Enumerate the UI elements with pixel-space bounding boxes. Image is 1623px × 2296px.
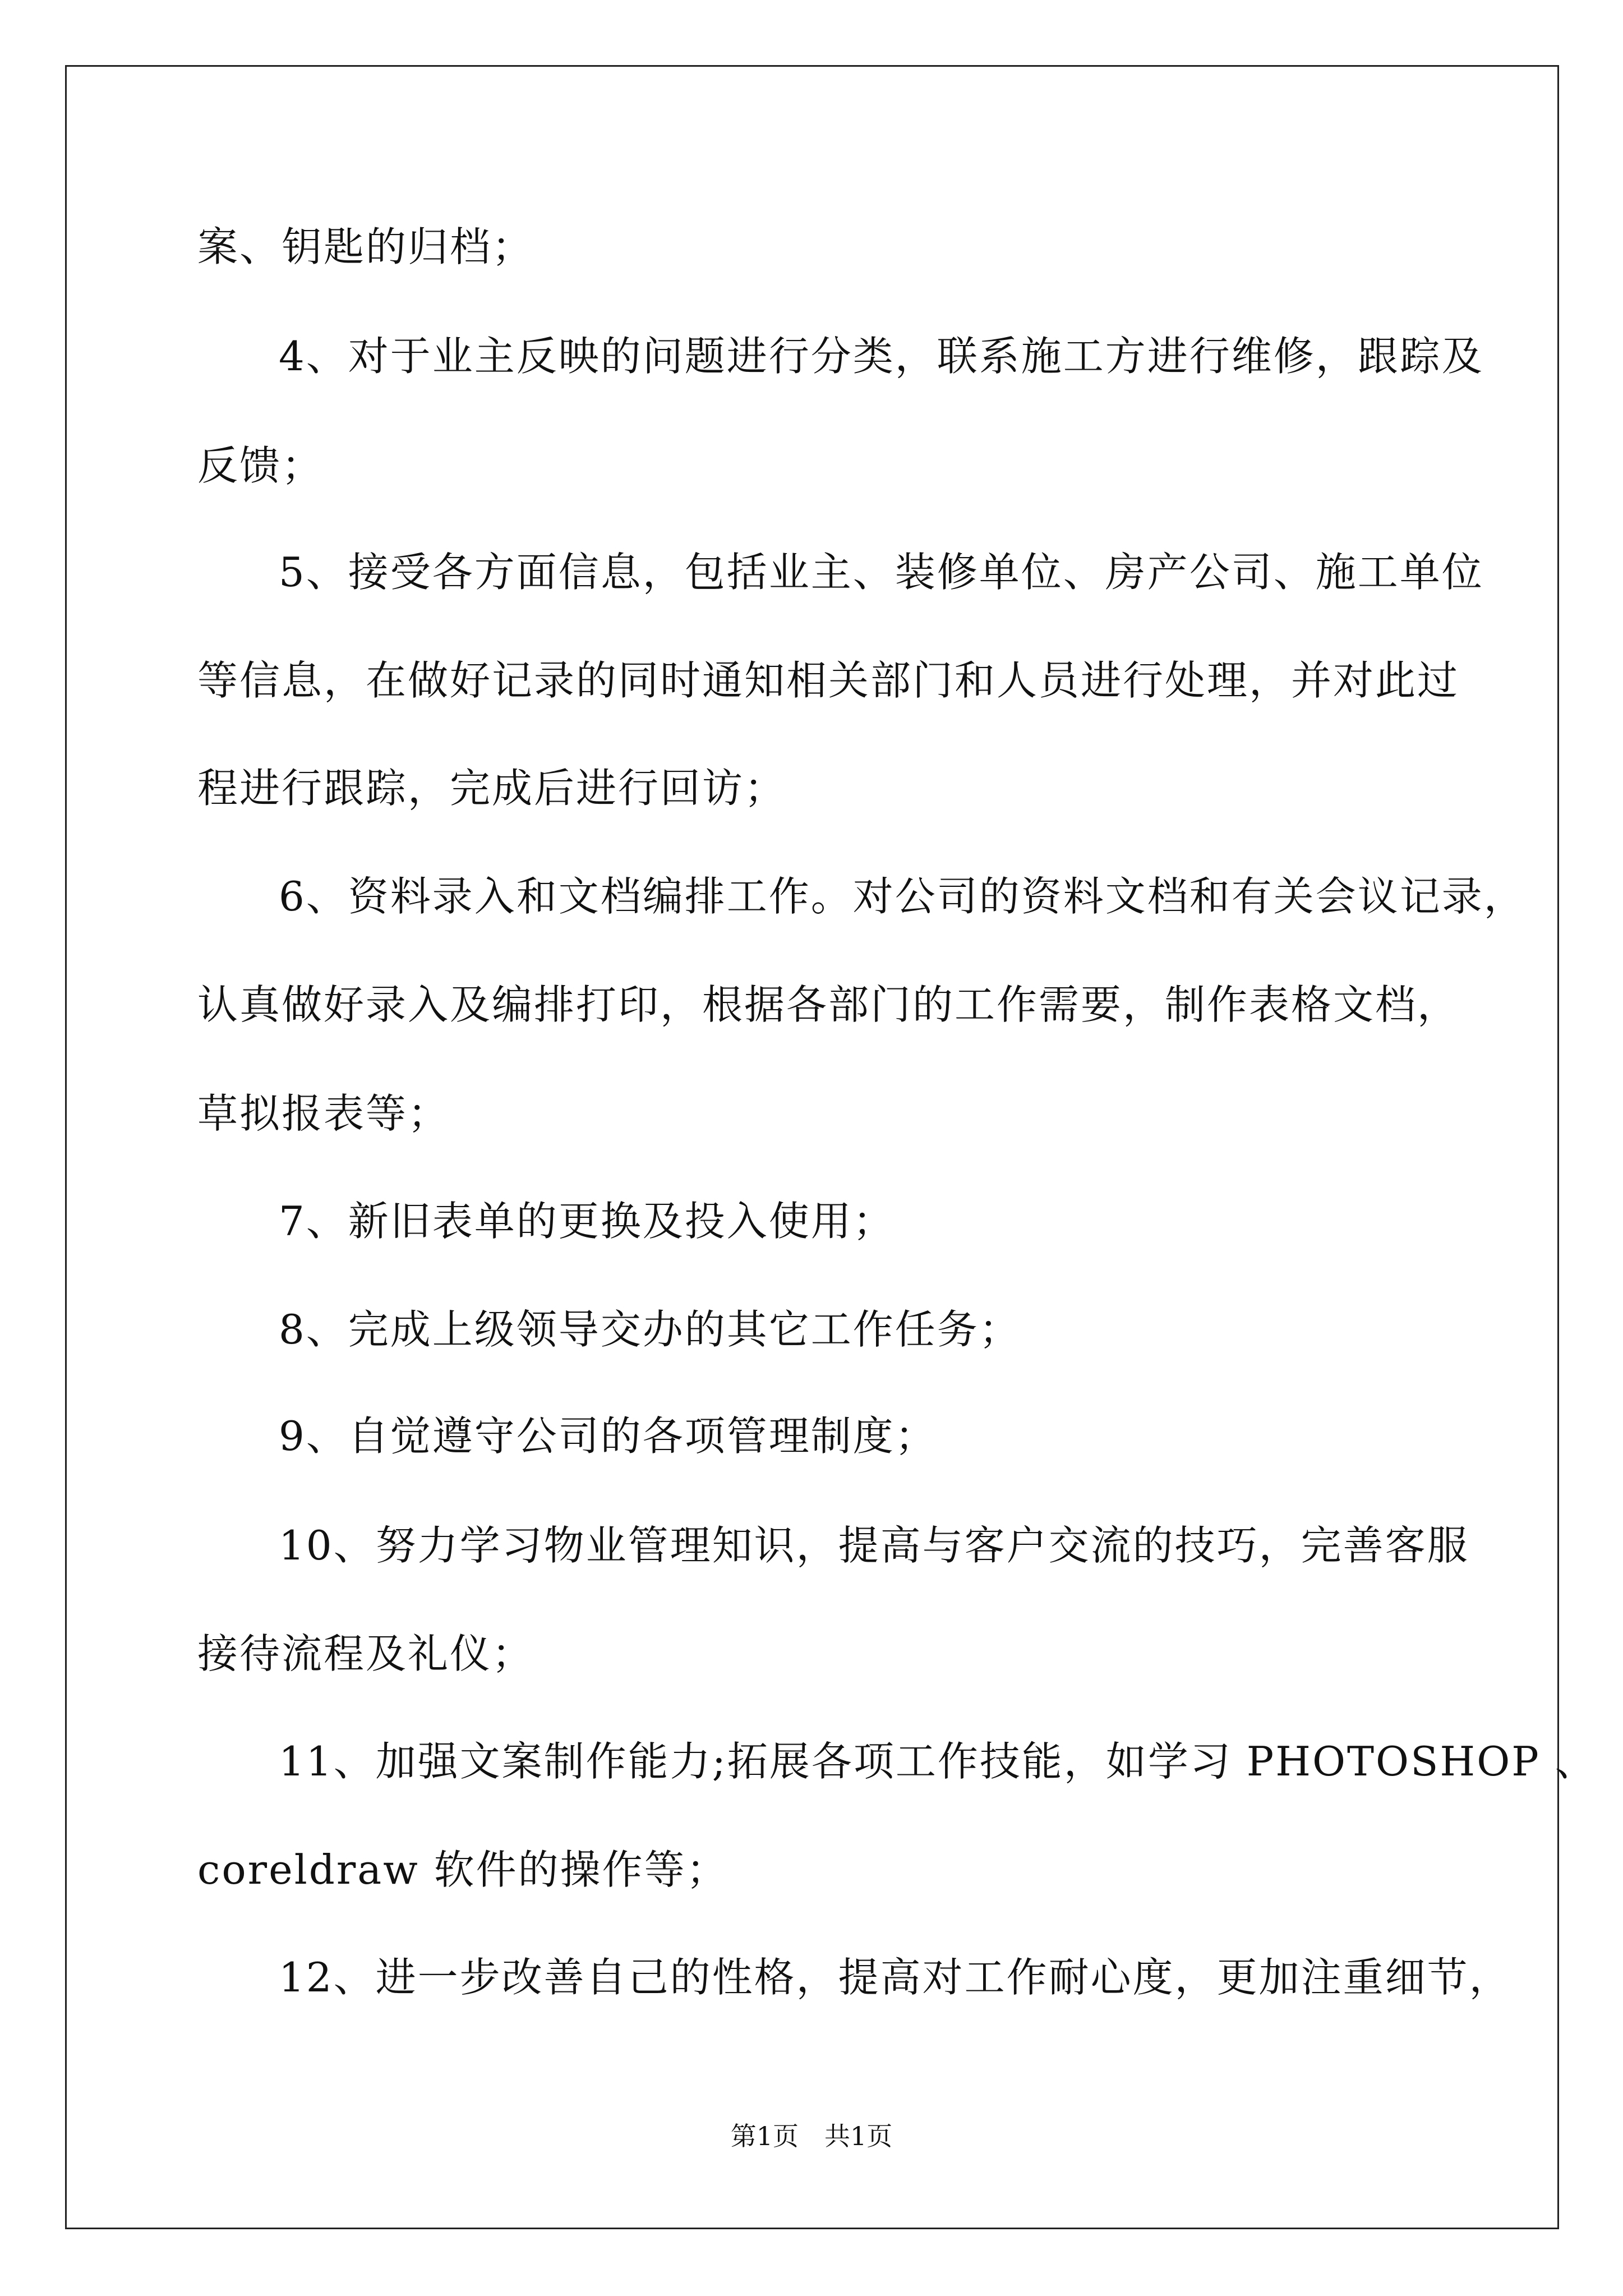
- page-footer: 第1页 共1页: [730, 2121, 893, 2151]
- text-line: 7、新旧表单的更换及投入使用；: [279, 1198, 895, 1245]
- text-line: 6、资料录入和文档编排工作。对公司的资料文档和有关会议记录，: [279, 873, 1526, 920]
- text-line: 11、加强文案制作能力;拓展各项工作技能，如学习 PHOTOSHOP 、: [279, 1738, 1597, 1785]
- text-line: 案、钥匙的归档；: [197, 223, 534, 270]
- text-line: 5、接受各方面信息，包括业主、装修单位、房产公司、施工单位: [279, 549, 1484, 596]
- text-line: 9、自觉遵守公司的各项管理制度；: [279, 1412, 937, 1460]
- text-line: 8、完成上级领导交办的其它工作任务；: [279, 1306, 1021, 1353]
- page-border: [65, 65, 1597, 2229]
- text-line: 12、进一步改善自己的性格，提高对工作耐心度，更加注重细节，: [279, 1954, 1511, 2001]
- text-line: 程进行跟踪，完成后进行回访；: [197, 765, 787, 812]
- text-line: 反馈；: [197, 442, 324, 489]
- text-line: 接待流程及礼仪；: [197, 1630, 534, 1677]
- text-line: 4、对于业主反映的问题进行分类，联系施工方进行维修，跟踪及: [279, 333, 1484, 380]
- text-line: 10、努力学习物业管理知识，提高与客户交流的技巧，完善客服: [279, 1522, 1469, 1569]
- text-line: 草拟报表等；: [197, 1090, 450, 1137]
- text-line: coreldraw 软件的操作等；: [197, 1846, 728, 1893]
- text-line: 认真做好录入及编排打印，根据各部门的工作需要，制作表格文档，: [197, 981, 1460, 1028]
- text-line: 等信息，在做好记录的同时通知相关部门和人员进行处理，并对此过: [197, 657, 1460, 704]
